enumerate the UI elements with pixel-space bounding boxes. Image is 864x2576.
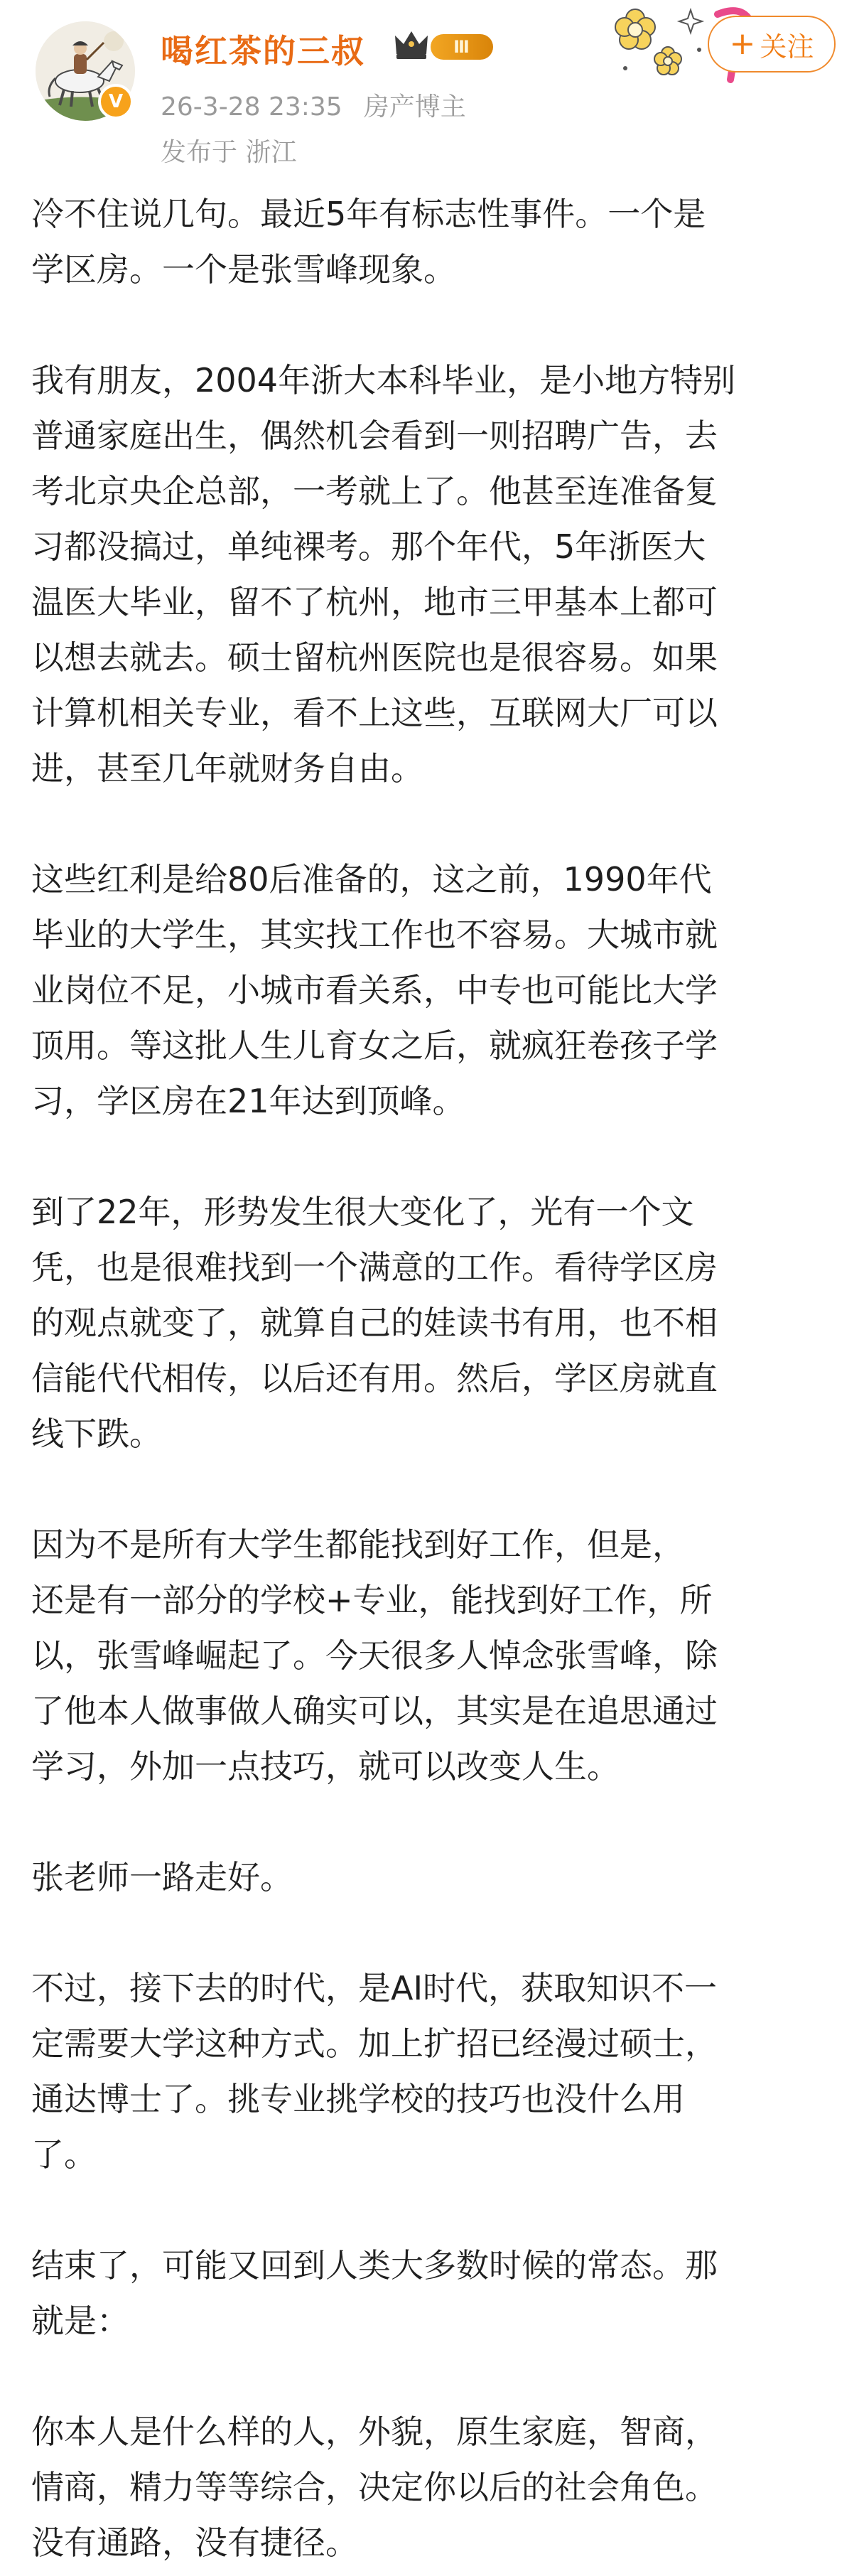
post-body [31, 186, 833, 2570]
post-paragraph: 因为不是所有大学生都能找到好工作，但是， 还是有一部分的学校+专业，能找到好工作，所 以，张雪峰崛起了。今天很多人悼念张雪峰，除 了他本人做事做人确实可以，其实是在追思通过 学习，外加一点技巧，就可以改变人生。 [31, 1525, 718, 1786]
post-paragraph: 我有朋友，2004年浙大本科毕业，是小地方特别 普通家庭出生，偶然机会看到一则招聘广告，去 考北京央企总部，一考就上了。他甚至连准备复 习都没搞过，单纯裸考。那个年代，5年浙医大 温医大毕业，留不了杭州，地市三甲基本上都可 以想去就去。硕士留杭州医院也是很容易。如果 计算机相关专业，看不上这些，互联网大厂可以 进，甚至几年就财务自由。 [31, 361, 736, 788]
post-header [0, 0, 864, 178]
crown-icon [392, 27, 431, 63]
post-paragraph: 这些红利是给80后准备的，这之前，1990年代 毕业的大学生，其实找工作也不容易。大城市就 业岗位不足，小城市看关系，中专也可能比大学 顶用。等这批人生儿育女之后，就疯狂卷孩子学 习，学区房在21年达到顶峰。 [31, 860, 718, 1120]
post-paragraph: 到了22年，形势发生很大变化了，光有一个文 凭，也是很难找到一个满意的工作。看待学区房 的观点就变了，就算自己的娃读书有用，也不相 信能代代相传，以后还有用。然后，学区房就直 线下跌。 [31, 1193, 718, 1453]
post-paragraph: 张老师一路走好。 [31, 1858, 293, 1896]
verified-v-icon: V [98, 84, 134, 119]
post-paragraph: 你本人是什么样的人，外貌，原生家庭，智商， 情商，精力等等综合，决定你以后的社会角色。 没有通路，没有捷径。 [31, 2413, 718, 2562]
follow-button-label: 关注 [760, 31, 814, 63]
level-badge: Ⅲ [431, 34, 493, 60]
post-meta [161, 87, 466, 123]
post-paragraph: 结束了，可能又回到人类大多数时候的常态。那 就是： [31, 2246, 718, 2340]
follow-button[interactable] [708, 16, 836, 73]
post-paragraph: 不过，接下去的时代，是AI时代，获取知识不一 定需要大学这种方式。加上扩招已经漫过硕士， 通达博士了。挑专业挑学校的技巧也没什么用 了。 [31, 1969, 718, 2174]
author-name[interactable]: 喝红茶的三叔 [161, 32, 365, 70]
author-tag: 房产博主 [363, 92, 466, 122]
post-location: 发布于 浙江 [161, 138, 297, 167]
plus-icon: + [729, 26, 756, 62]
post-paragraph: 冷不住说几句。最近5年有标志性事件。一个是 学区房。一个是张雪峰现象。 [31, 195, 706, 289]
post-timestamp: 26-3-28 23:35 [161, 92, 342, 122]
